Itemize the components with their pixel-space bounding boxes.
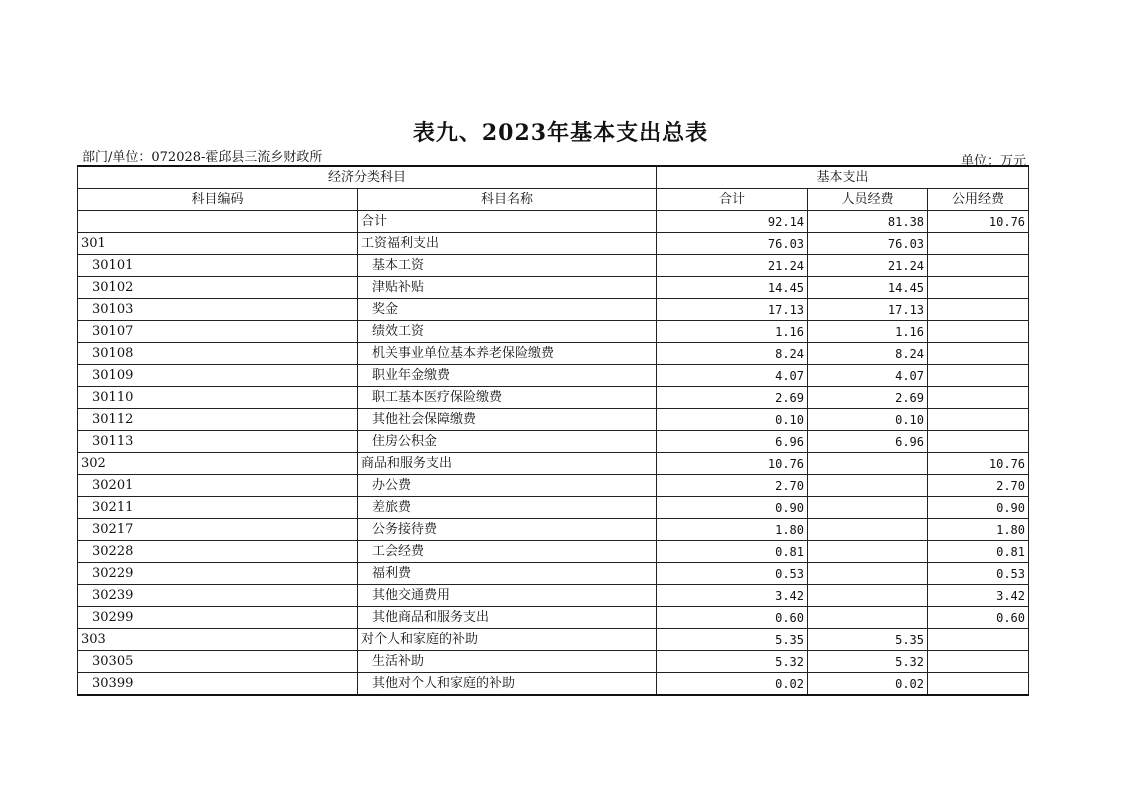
row-code: 30305 bbox=[78, 651, 358, 673]
row-personnel: 2.69 bbox=[808, 387, 928, 409]
row-name: 商品和服务支出 bbox=[358, 453, 657, 475]
row-public bbox=[928, 343, 1029, 365]
table-row bbox=[78, 563, 1029, 585]
row-personnel bbox=[808, 563, 928, 585]
row-personnel bbox=[808, 519, 928, 541]
row-total: 0.60 bbox=[657, 607, 808, 629]
header-economic-classification: 经济分类科目 bbox=[78, 166, 657, 189]
row-code: 30109 bbox=[78, 365, 358, 387]
header-name: 科目名称 bbox=[358, 189, 657, 211]
row-total: 6.96 bbox=[657, 431, 808, 453]
row-name: 对个人和家庭的补助 bbox=[358, 629, 657, 651]
row-personnel: 1.16 bbox=[808, 321, 928, 343]
table-row bbox=[78, 497, 1029, 519]
row-personnel: 21.24 bbox=[808, 255, 928, 277]
table-row bbox=[78, 431, 1029, 453]
table-row bbox=[78, 321, 1029, 343]
row-code: 30217 bbox=[78, 519, 358, 541]
table-row bbox=[78, 541, 1029, 563]
table-row bbox=[78, 233, 1029, 255]
table-row bbox=[78, 453, 1029, 475]
table-row bbox=[78, 365, 1029, 387]
row-public bbox=[928, 431, 1029, 453]
row-name: 办公费 bbox=[358, 475, 657, 497]
table-row bbox=[78, 299, 1029, 321]
row-code: 30299 bbox=[78, 607, 358, 629]
row-personnel: 76.03 bbox=[808, 233, 928, 255]
row-public bbox=[928, 651, 1029, 673]
row-code: 30399 bbox=[78, 673, 358, 696]
row-personnel bbox=[808, 453, 928, 475]
row-name: 公务接待费 bbox=[358, 519, 657, 541]
row-public: 10.76 bbox=[928, 453, 1029, 475]
row-total: 0.53 bbox=[657, 563, 808, 585]
row-total: 2.69 bbox=[657, 387, 808, 409]
row-public: 2.70 bbox=[928, 475, 1029, 497]
row-personnel: 5.35 bbox=[808, 629, 928, 651]
row-public bbox=[928, 255, 1029, 277]
row-total: 0.90 bbox=[657, 497, 808, 519]
row-personnel: 5.32 bbox=[808, 651, 928, 673]
header-basic-expenditure: 基本支出 bbox=[657, 166, 1029, 189]
page-title: 表九、2023年基本支出总表 bbox=[412, 120, 709, 146]
row-public: 3.42 bbox=[928, 585, 1029, 607]
row-name: 差旅费 bbox=[358, 497, 657, 519]
table-row bbox=[78, 409, 1029, 431]
row-public bbox=[928, 409, 1029, 431]
row-public bbox=[928, 365, 1029, 387]
row-total: 10.76 bbox=[657, 453, 808, 475]
row-public bbox=[928, 277, 1029, 299]
row-code: 303 bbox=[78, 629, 358, 651]
row-total: 0.10 bbox=[657, 409, 808, 431]
row-name: 绩效工资 bbox=[358, 321, 657, 343]
table-row bbox=[78, 343, 1029, 365]
row-public bbox=[928, 387, 1029, 409]
row-code bbox=[78, 211, 358, 233]
row-name: 机关事业单位基本养老保险缴费 bbox=[358, 343, 657, 365]
row-public bbox=[928, 299, 1029, 321]
row-total: 21.24 bbox=[657, 255, 808, 277]
row-public: 0.53 bbox=[928, 563, 1029, 585]
row-personnel: 17.13 bbox=[808, 299, 928, 321]
row-code: 30112 bbox=[78, 409, 358, 431]
row-total: 1.16 bbox=[657, 321, 808, 343]
row-personnel bbox=[808, 475, 928, 497]
table-body bbox=[78, 211, 1029, 696]
row-code: 30103 bbox=[78, 299, 358, 321]
row-public: 0.81 bbox=[928, 541, 1029, 563]
table-row bbox=[78, 475, 1029, 497]
row-total: 0.02 bbox=[657, 673, 808, 696]
row-name: 其他商品和服务支出 bbox=[358, 607, 657, 629]
table-row bbox=[78, 211, 1029, 233]
table-row bbox=[78, 629, 1029, 651]
row-public bbox=[928, 629, 1029, 651]
row-name: 福利费 bbox=[358, 563, 657, 585]
row-code: 30239 bbox=[78, 585, 358, 607]
row-name: 津贴补贴 bbox=[358, 277, 657, 299]
table-row bbox=[78, 673, 1029, 696]
row-name: 基本工资 bbox=[358, 255, 657, 277]
row-public bbox=[928, 321, 1029, 343]
row-personnel: 0.10 bbox=[808, 409, 928, 431]
row-total: 2.70 bbox=[657, 475, 808, 497]
row-code: 30228 bbox=[78, 541, 358, 563]
row-personnel bbox=[808, 497, 928, 519]
row-public bbox=[928, 673, 1029, 696]
row-public bbox=[928, 233, 1029, 255]
row-public: 10.76 bbox=[928, 211, 1029, 233]
row-name: 住房公积金 bbox=[358, 431, 657, 453]
table-row bbox=[78, 585, 1029, 607]
row-name: 奖金 bbox=[358, 299, 657, 321]
row-code: 30108 bbox=[78, 343, 358, 365]
row-personnel: 81.38 bbox=[808, 211, 928, 233]
row-total: 8.24 bbox=[657, 343, 808, 365]
table-row bbox=[78, 255, 1029, 277]
row-personnel: 8.24 bbox=[808, 343, 928, 365]
table-row bbox=[78, 519, 1029, 541]
row-public: 0.60 bbox=[928, 607, 1029, 629]
row-code: 30113 bbox=[78, 431, 358, 453]
row-name: 工会经费 bbox=[358, 541, 657, 563]
row-total: 17.13 bbox=[657, 299, 808, 321]
row-name: 合计 bbox=[358, 211, 657, 233]
row-code: 30107 bbox=[78, 321, 358, 343]
table-row bbox=[78, 607, 1029, 629]
row-total: 3.42 bbox=[657, 585, 808, 607]
row-code: 30101 bbox=[78, 255, 358, 277]
row-personnel: 4.07 bbox=[808, 365, 928, 387]
row-code: 30110 bbox=[78, 387, 358, 409]
row-name: 职工基本医疗保险缴费 bbox=[358, 387, 657, 409]
row-name: 其他交通费用 bbox=[358, 585, 657, 607]
row-personnel bbox=[808, 541, 928, 563]
row-name: 职业年金缴费 bbox=[358, 365, 657, 387]
table-row bbox=[78, 387, 1029, 409]
row-total: 5.35 bbox=[657, 629, 808, 651]
row-total: 0.81 bbox=[657, 541, 808, 563]
table-row bbox=[78, 277, 1029, 299]
row-total: 1.80 bbox=[657, 519, 808, 541]
basic-expenditure-table bbox=[77, 165, 1029, 696]
row-code: 301 bbox=[78, 233, 358, 255]
header-public: 公用经费 bbox=[928, 189, 1029, 211]
row-personnel bbox=[808, 607, 928, 629]
row-code: 302 bbox=[78, 453, 358, 475]
row-code: 30201 bbox=[78, 475, 358, 497]
row-personnel: 6.96 bbox=[808, 431, 928, 453]
unit-label: 单位：万元 bbox=[960, 154, 1026, 169]
row-personnel bbox=[808, 585, 928, 607]
row-name: 生活补助 bbox=[358, 651, 657, 673]
row-code: 30102 bbox=[78, 277, 358, 299]
department-label: 部门/单位：072028-霍邱县三流乡财政所 bbox=[82, 150, 323, 165]
row-code: 30211 bbox=[78, 497, 358, 519]
row-total: 5.32 bbox=[657, 651, 808, 673]
row-name: 其他对个人和家庭的补助 bbox=[358, 673, 657, 696]
row-name: 工资福利支出 bbox=[358, 233, 657, 255]
header-code: 科目编码 bbox=[78, 189, 358, 211]
row-code: 30229 bbox=[78, 563, 358, 585]
row-total: 76.03 bbox=[657, 233, 808, 255]
table-row bbox=[78, 651, 1029, 673]
row-total: 4.07 bbox=[657, 365, 808, 387]
row-personnel: 0.02 bbox=[808, 673, 928, 696]
row-total: 92.14 bbox=[657, 211, 808, 233]
row-name: 其他社会保障缴费 bbox=[358, 409, 657, 431]
row-public: 0.90 bbox=[928, 497, 1029, 519]
header-column-row bbox=[78, 189, 1029, 211]
header-group-row bbox=[78, 166, 1029, 189]
row-public: 1.80 bbox=[928, 519, 1029, 541]
row-total: 14.45 bbox=[657, 277, 808, 299]
header-personnel: 人员经费 bbox=[808, 189, 928, 211]
header-total: 合计 bbox=[657, 189, 808, 211]
row-personnel: 14.45 bbox=[808, 277, 928, 299]
